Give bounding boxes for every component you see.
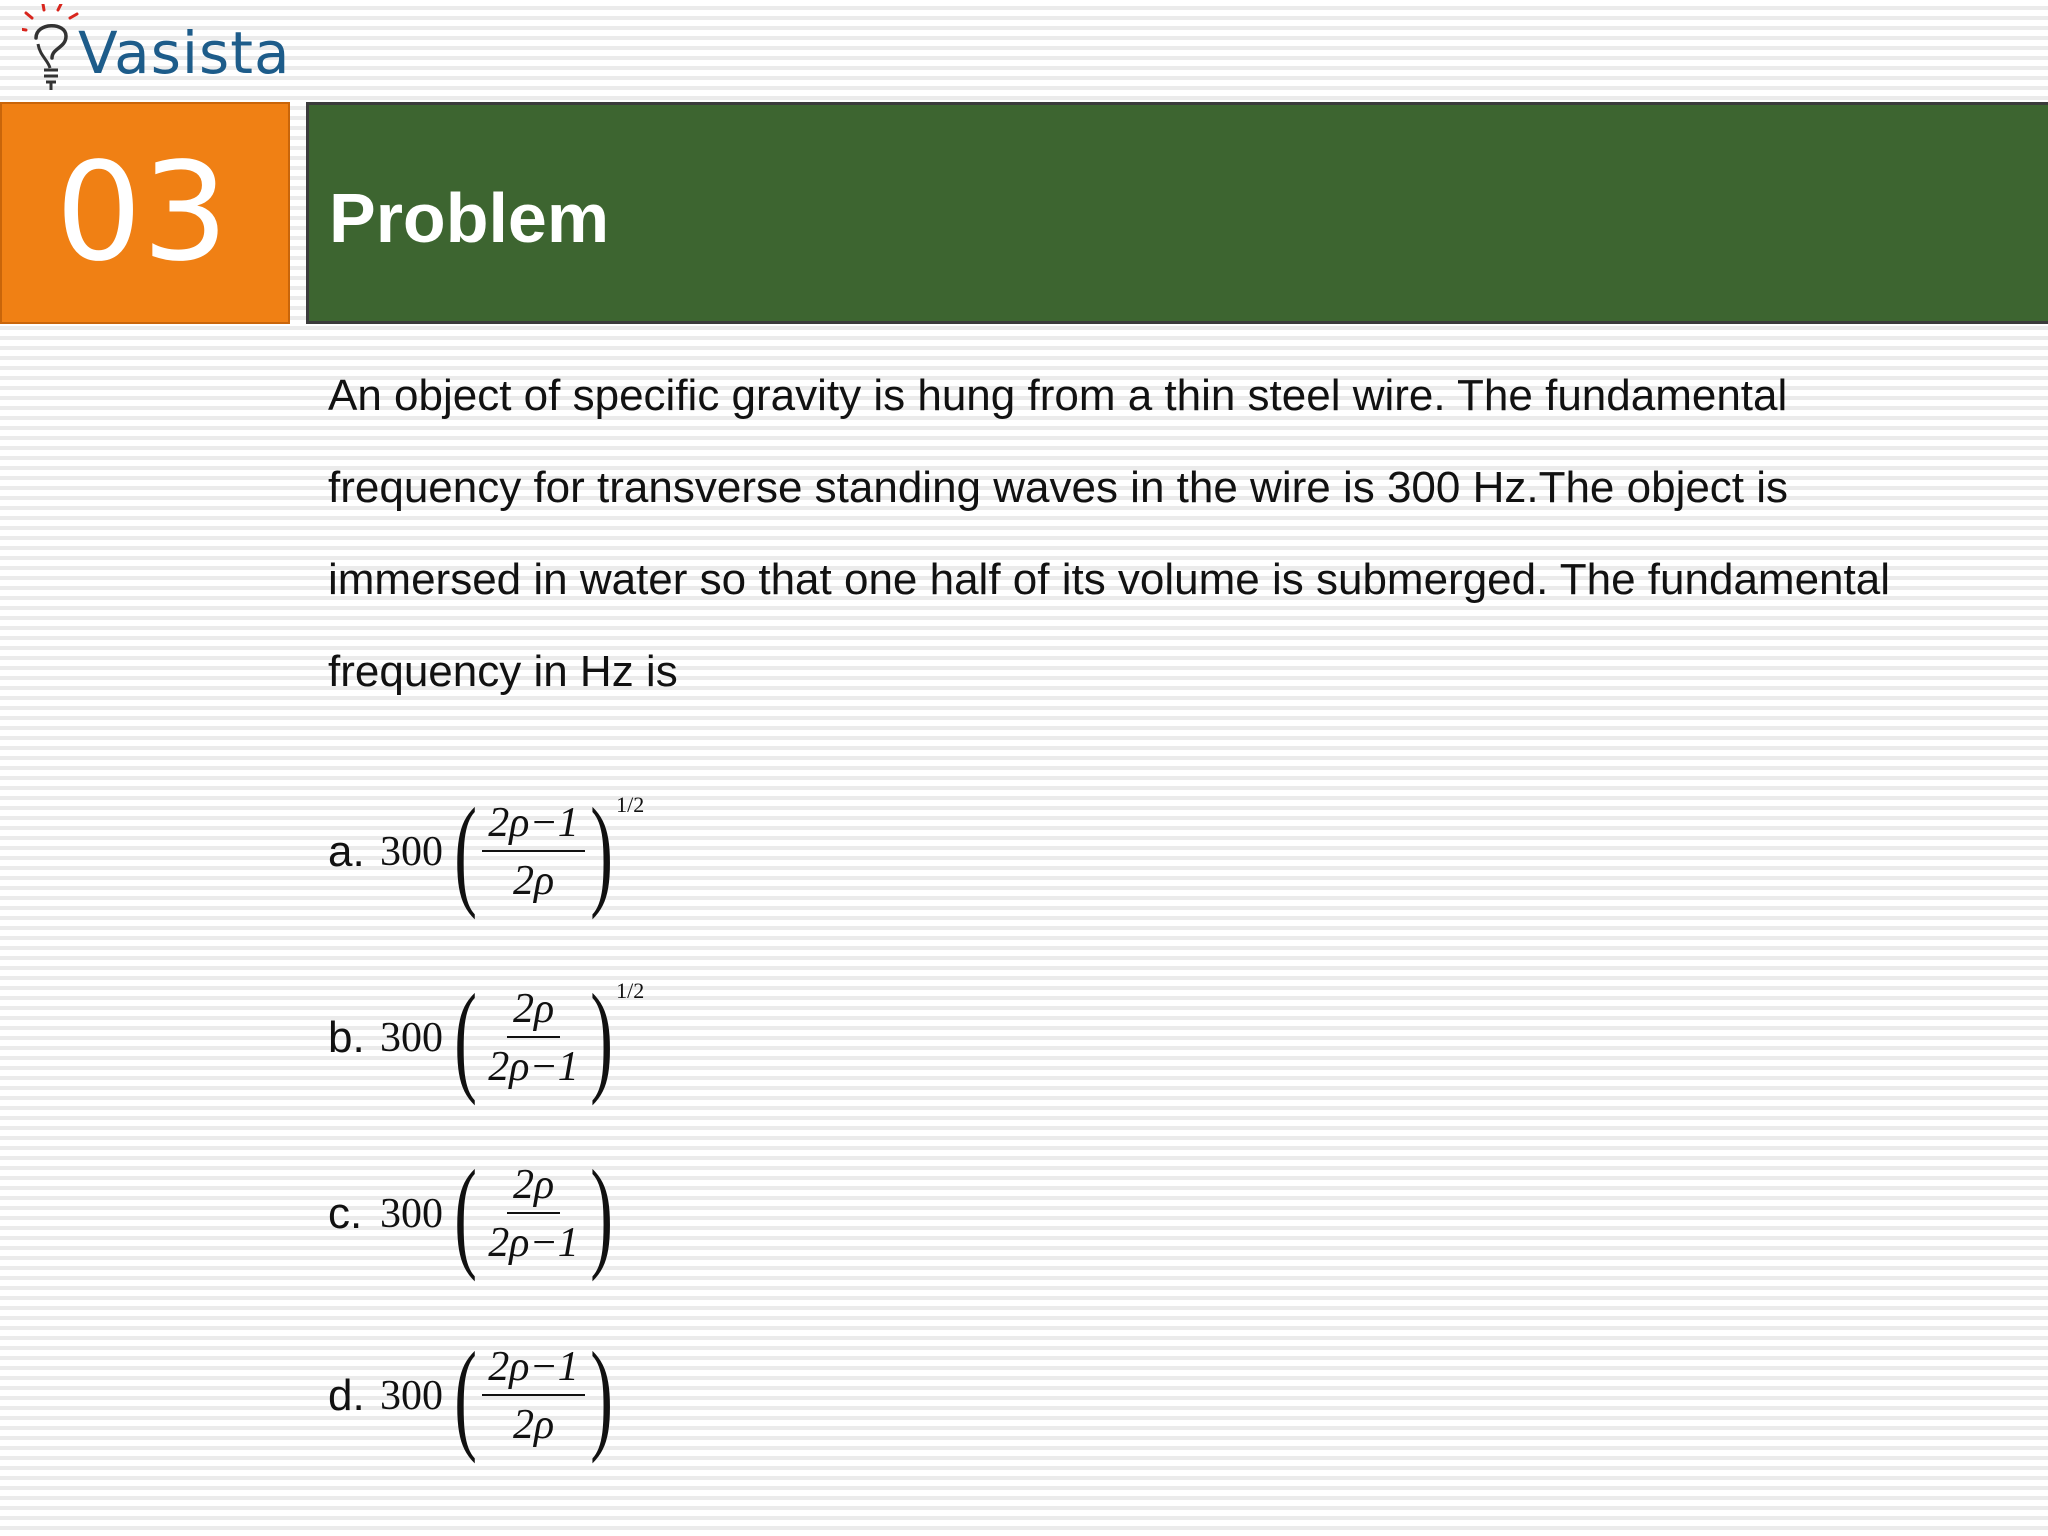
option-label: c. xyxy=(328,1189,363,1238)
question-text xyxy=(328,350,2028,718)
formula-coefficient: 300 xyxy=(380,1015,443,1061)
left-paren-icon: ( xyxy=(454,1327,478,1464)
left-paren-icon: ( xyxy=(454,783,478,920)
fraction-denominator: 2ρ xyxy=(512,1402,555,1448)
formula-exponent: 1/2 xyxy=(616,978,645,1003)
formula-fraction xyxy=(482,988,585,1088)
slide-title: Problem xyxy=(329,179,610,257)
option-formula xyxy=(380,969,645,1106)
option-c[interactable] xyxy=(328,1145,622,1282)
right-paren-icon: ) xyxy=(590,1327,613,1464)
lightbulb-question-icon xyxy=(22,4,82,94)
logo-text: Vasista xyxy=(78,19,291,87)
option-label: d. xyxy=(328,1371,365,1420)
formula-fraction xyxy=(482,1164,585,1264)
question-line: frequency for transverse standing waves in the wire is 300 Hz.The object is xyxy=(328,463,1789,512)
option-formula xyxy=(380,1145,622,1282)
left-paren-icon: ( xyxy=(454,1145,478,1282)
left-paren-icon: ( xyxy=(454,969,478,1106)
right-paren-icon: ) xyxy=(590,969,613,1106)
option-d[interactable] xyxy=(328,1327,622,1464)
option-b[interactable] xyxy=(328,969,645,1106)
formula-exponent: 1/2 xyxy=(616,792,645,817)
option-label: b. xyxy=(328,1013,365,1062)
formula-coefficient: 300 xyxy=(380,829,443,875)
formula-coefficient: 300 xyxy=(380,1191,443,1237)
fraction-denominator: 2ρ−1 xyxy=(488,1044,579,1090)
right-paren-icon: ) xyxy=(590,1145,613,1282)
option-a[interactable] xyxy=(328,783,645,920)
option-formula xyxy=(380,783,645,920)
fraction-numerator: 2ρ−1 xyxy=(482,1346,585,1396)
formula-fraction xyxy=(482,802,585,902)
question-line: frequency in Hz is xyxy=(328,647,678,696)
right-paren-icon: ) xyxy=(590,783,613,920)
question-line: An object of specific gravity is hung from a thin steel wire. The fundamental xyxy=(328,371,1788,420)
fraction-denominator: 2ρ−1 xyxy=(488,1220,579,1266)
formula-coefficient: 300 xyxy=(380,1373,443,1419)
brand-logo xyxy=(22,4,292,96)
question-line: immersed in water so that one half of its volume is submerged. The fundamental xyxy=(328,555,1890,604)
option-formula xyxy=(380,1327,622,1464)
fraction-denominator: 2ρ xyxy=(512,858,555,904)
fraction-numerator: 2ρ xyxy=(507,988,560,1038)
title-bar xyxy=(306,102,2048,324)
fraction-numerator: 2ρ−1 xyxy=(482,802,585,852)
option-label: a. xyxy=(328,827,365,876)
fraction-numerator: 2ρ xyxy=(507,1164,560,1214)
slide-number: 03 xyxy=(55,134,229,292)
formula-fraction xyxy=(482,1346,585,1446)
slide-number-box xyxy=(0,102,290,324)
